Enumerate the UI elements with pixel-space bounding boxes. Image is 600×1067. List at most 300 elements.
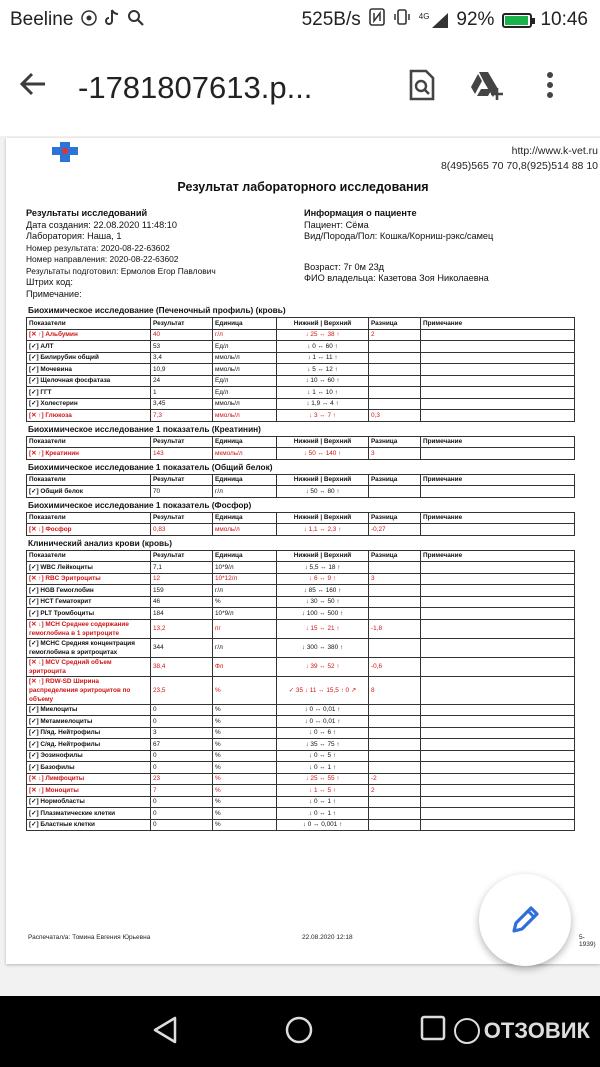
indicator-cell: [✕ ↑] Альбумин xyxy=(27,329,151,341)
column-header: Разница xyxy=(369,550,421,562)
note-cell xyxy=(421,387,575,399)
indicator-cell: [✓] MCHC Средняя концентрация гемоглобина в эритроцитах xyxy=(27,638,151,657)
difference-cell xyxy=(369,608,421,620)
reference-range-cell: ↓ 3 ↔ 7 ↑ xyxy=(277,410,369,422)
nfc-icon xyxy=(369,8,385,32)
column-header: Единица xyxy=(213,550,277,562)
table-row xyxy=(27,704,575,716)
table-header-row xyxy=(27,318,575,330)
difference-cell: -0,6 xyxy=(369,657,421,676)
difference-cell xyxy=(369,398,421,410)
table-row xyxy=(27,638,575,657)
note-cell xyxy=(421,448,575,460)
table-row xyxy=(27,808,575,820)
result-cell: 23,5 xyxy=(151,676,213,704)
difference-cell: 0,3 xyxy=(369,410,421,422)
patient-age: Возраст: 7г 0м 23д xyxy=(304,261,385,272)
unit-cell: % xyxy=(213,762,277,774)
reference-range-cell: ↓ 0 ↔ 1 ↑ xyxy=(277,796,369,808)
result-cell: 70 xyxy=(151,486,213,498)
reference-range-cell: ↓ 39 ↔ 52 ↑ xyxy=(277,657,369,676)
column-header: Единица xyxy=(213,512,277,524)
difference-cell xyxy=(369,796,421,808)
table-header-row xyxy=(27,474,575,486)
note-cell xyxy=(421,341,575,353)
result-cell: 184 xyxy=(151,608,213,620)
table-row xyxy=(27,375,575,387)
reference-range-cell: ↓ 6 ↔ 9 ↑ xyxy=(277,573,369,585)
reference-range-cell: ↓ 35 ↔ 75 ↑ xyxy=(277,739,369,751)
reference-range-cell: ↓ 5 ↔ 12 ↑ xyxy=(277,364,369,376)
result-cell: 0 xyxy=(151,716,213,728)
indicator-cell: [✕ ↑] Моноциты xyxy=(27,785,151,797)
table-row xyxy=(27,573,575,585)
difference-cell xyxy=(369,638,421,657)
difference-cell xyxy=(369,364,421,376)
column-header: Результат xyxy=(151,550,213,562)
column-header: Разница xyxy=(369,436,421,448)
unit-cell: % xyxy=(213,704,277,716)
status-bar xyxy=(0,0,600,40)
indicator-cell: [✓] Нормобласты xyxy=(27,796,151,808)
more-vert-icon xyxy=(546,71,554,99)
difference-cell: 3 xyxy=(369,448,421,460)
unit-cell: г/л xyxy=(213,329,277,341)
unit-cell: 10*12/л xyxy=(213,573,277,585)
column-header: Разница xyxy=(369,512,421,524)
reference-range-cell: ↓ 30 ↔ 50 ↑ xyxy=(277,596,369,608)
result-cell: 12 xyxy=(151,573,213,585)
indicator-cell: [✓] Щелочная фосфатаза xyxy=(27,375,151,387)
reference-range-cell: ↓ 50 ↔ 140 ↑ xyxy=(277,448,369,460)
table-row xyxy=(27,785,575,797)
result-cell: 0 xyxy=(151,762,213,774)
note-cell xyxy=(421,704,575,716)
indicator-cell: [✓] Базофилы xyxy=(27,762,151,774)
indicator-cell: [✕ ↓] Лимфоциты xyxy=(27,773,151,785)
table-header-row xyxy=(27,512,575,524)
difference-cell xyxy=(369,387,421,399)
referral-number: Номер направления: 2020-08-22-63602 xyxy=(26,254,179,264)
table-row xyxy=(27,486,575,498)
unit-cell: мкмоль/л xyxy=(213,448,277,460)
signal-label: 4G xyxy=(418,12,430,21)
indicator-cell: [✓] PLT Тромбоциты xyxy=(27,608,151,620)
result-cell: 3,45 xyxy=(151,398,213,410)
indicator-cell: [✓] Плазматические клетки xyxy=(27,808,151,820)
reference-range-cell: ↓ 1 ↔ 5 ↑ xyxy=(277,785,369,797)
result-cell: 143 xyxy=(151,448,213,460)
result-cell: 7,3 xyxy=(151,410,213,422)
reference-range-cell: ↓ 0 ↔ 60 ↑ xyxy=(277,341,369,353)
indicator-cell: [✓] HCT Гематокрит xyxy=(27,596,151,608)
column-header: Примечание xyxy=(421,318,575,330)
clinic-phones: 8(495)565 70 70,8(925)514 88 10 xyxy=(440,160,598,172)
table-row xyxy=(27,619,575,638)
barcode-label: Штрих код: xyxy=(26,277,73,287)
net-speed: 525B/s xyxy=(301,9,361,30)
created-date: Дата создания: 22.08.2020 11:48:10 xyxy=(26,219,177,230)
difference-cell xyxy=(369,341,421,353)
table-row xyxy=(27,329,575,341)
unit-cell: ммоль/л xyxy=(213,352,277,364)
table-row xyxy=(27,448,575,460)
back-button[interactable] xyxy=(18,69,78,108)
note-cell xyxy=(421,352,575,364)
difference-cell xyxy=(369,585,421,597)
results-info xyxy=(26,208,306,300)
results-table xyxy=(26,317,575,422)
reference-range-cell: ↓ 0 ↔ 6 ↑ xyxy=(277,727,369,739)
table-row xyxy=(27,676,575,704)
reference-range-cell: ↓ 5,5 ↔ 18 ↑ xyxy=(277,562,369,574)
owner-name: ФИО владельца: Казетова Зоя Николаевна xyxy=(304,273,489,283)
difference-cell xyxy=(369,750,421,762)
otzovik-logo-icon xyxy=(454,1018,480,1044)
result-cell: 0,83 xyxy=(151,524,213,536)
indicator-cell: [✓] Холестерин xyxy=(27,398,151,410)
result-cell: 0 xyxy=(151,750,213,762)
indicator-cell: [✕ ↓] MCH Среднее содержание гемоглобина в 1 эритроците xyxy=(27,619,151,638)
watermark-brand: ОТЗОВИК xyxy=(483,1018,590,1043)
unit-cell: г/л xyxy=(213,486,277,498)
reference-range-cell: ✓ 35 ↓ 11 ↔ 15,5 ↑ 0 ↗ xyxy=(277,676,369,704)
note-cell xyxy=(421,364,575,376)
unit-cell: % xyxy=(213,750,277,762)
search-notification-icon xyxy=(127,9,144,31)
result-cell: 1 xyxy=(151,387,213,399)
reference-range-cell: ↓ 85 ↔ 160 ↑ xyxy=(277,585,369,597)
nav-home-button[interactable] xyxy=(284,1015,314,1050)
note-cell xyxy=(421,773,575,785)
column-header: Примечание xyxy=(421,436,575,448)
tiktok-icon xyxy=(105,9,119,31)
unit-cell: ммоль/л xyxy=(213,524,277,536)
difference-cell xyxy=(369,596,421,608)
clinic-website[interactable]: http://www.k-vet.ru xyxy=(511,145,598,157)
difference-cell: 2 xyxy=(369,329,421,341)
results-header: Результаты исследований xyxy=(26,208,148,218)
clinic-logo-icon xyxy=(52,142,78,162)
unit-cell: % xyxy=(213,716,277,728)
pdf-page xyxy=(6,138,600,964)
section-title: Клинический анализ крови (кровь) xyxy=(28,537,172,548)
note-cell xyxy=(421,657,575,676)
reference-range-cell: ↓ 100 ↔ 500 ↑ xyxy=(277,608,369,620)
table-row xyxy=(27,750,575,762)
results-table xyxy=(26,436,575,460)
indicator-cell: [✕ ↓] MCV Средний объем эритроцита xyxy=(27,657,151,676)
column-header: Нижний | Верхний xyxy=(277,474,369,486)
difference-cell xyxy=(369,762,421,774)
reference-range-cell: ↓ 0 ↔ 0,01 ↑ xyxy=(277,704,369,716)
reference-range-cell: ↓ 50 ↔ 80 ↑ xyxy=(277,486,369,498)
table-row xyxy=(27,387,575,399)
patient-name: Пациент: Сёма xyxy=(304,219,369,230)
reference-range-cell: ↓ 1,9 ↔ 4 ↑ xyxy=(277,398,369,410)
find-in-document-button[interactable] xyxy=(390,69,454,108)
indicator-cell: [✓] HGB Гемоглобин xyxy=(27,585,151,597)
difference-cell xyxy=(369,739,421,751)
note-cell xyxy=(421,524,575,536)
column-header: Показатели xyxy=(27,436,151,448)
reference-range-cell: ↓ 0 ↔ 5 ↑ xyxy=(277,750,369,762)
section-title: Биохимическое исследование 1 показатель (Фосфор) xyxy=(28,499,252,510)
add-to-drive-icon xyxy=(468,70,504,100)
difference-cell xyxy=(369,375,421,387)
overflow-menu-button[interactable] xyxy=(518,71,582,106)
table-row xyxy=(27,762,575,774)
indicator-cell: [✓] Миелоциты xyxy=(27,704,151,716)
column-header: Результат xyxy=(151,474,213,486)
note-cell xyxy=(421,750,575,762)
column-header: Единица xyxy=(213,318,277,330)
otzovik-watermark xyxy=(454,1018,590,1044)
difference-cell xyxy=(369,704,421,716)
note-cell xyxy=(421,762,575,774)
result-cell: 10,9 xyxy=(151,364,213,376)
nav-recents-button[interactable] xyxy=(420,1015,446,1046)
results-table xyxy=(26,550,575,832)
difference-cell xyxy=(369,819,421,831)
table-row xyxy=(27,596,575,608)
table-row xyxy=(27,739,575,751)
carrier-label: Beeline xyxy=(10,9,74,30)
note-cell xyxy=(421,727,575,739)
note-cell xyxy=(421,638,575,657)
result-cell: 23 xyxy=(151,773,213,785)
difference-cell xyxy=(369,352,421,364)
column-header: Единица xyxy=(213,436,277,448)
unit-cell: Фл xyxy=(213,657,277,676)
unit-cell: Ед/л xyxy=(213,341,277,353)
lab-name: Лаборатория: Наша, 1 xyxy=(26,231,122,241)
results-table xyxy=(26,474,575,498)
column-header: Показатели xyxy=(27,318,151,330)
column-header: Показатели xyxy=(27,512,151,524)
unit-cell: ммоль/л xyxy=(213,364,277,376)
note-cell xyxy=(421,410,575,422)
indicator-cell: [✓] Метамиелоциты xyxy=(27,716,151,728)
table-row xyxy=(27,410,575,422)
section-title: Биохимическое исследование 1 показатель (Креатинин) xyxy=(28,423,261,434)
system-nav-bar xyxy=(0,996,600,1067)
printed-at: 22.08.2020 12:18 xyxy=(302,934,353,941)
printed-by: Распечатал/а: Томина Евгения Юрьевна xyxy=(28,934,151,941)
table-row xyxy=(27,727,575,739)
unit-cell: % xyxy=(213,819,277,831)
result-cell: 46 xyxy=(151,596,213,608)
battery-icon xyxy=(502,13,532,28)
clinic-contacts xyxy=(441,144,598,174)
note-cell xyxy=(421,585,575,597)
patient-species: Вид/Порода/Пол: Кошка/Корниш-рэкс/самец xyxy=(304,231,494,241)
indicator-cell: [✓] С/яд. Нейтрофилы xyxy=(27,739,151,751)
unit-cell: ммоль/л xyxy=(213,410,277,422)
note-cell xyxy=(421,398,575,410)
difference-cell xyxy=(369,727,421,739)
column-header: Примечание xyxy=(421,474,575,486)
difference-cell: 2 xyxy=(369,785,421,797)
unit-cell: Ед/л xyxy=(213,387,277,399)
circle-home-icon xyxy=(284,1015,314,1045)
unit-cell: % xyxy=(213,773,277,785)
table-header-row xyxy=(27,550,575,562)
note-cell xyxy=(421,619,575,638)
indicator-cell: [✕ ↑] RBC Эритроциты xyxy=(27,573,151,585)
result-cell: 67 xyxy=(151,739,213,751)
column-header: Единица xyxy=(213,474,277,486)
unit-cell: ммоль/л xyxy=(213,398,277,410)
indicator-cell: [✕ ↑] Глюкоза xyxy=(27,410,151,422)
reference-range-cell: ↓ 0 ↔ 1 ↑ xyxy=(277,808,369,820)
result-cell: 0 xyxy=(151,704,213,716)
unit-cell: пг xyxy=(213,619,277,638)
difference-cell: -1,8 xyxy=(369,619,421,638)
patient-header: Информация о пациенте xyxy=(304,208,417,218)
table-header-row xyxy=(27,436,575,448)
result-cell: 24 xyxy=(151,375,213,387)
signal-icon xyxy=(419,12,449,28)
table-row xyxy=(27,796,575,808)
page-reference: 5-1939) xyxy=(579,934,596,948)
difference-cell xyxy=(369,562,421,574)
column-header: Показатели xyxy=(27,474,151,486)
indicator-cell: [✓] ГГТ xyxy=(27,387,151,399)
section-title: Биохимическое исследование (Печеночный профиль) (кровь) xyxy=(28,305,286,315)
prepared-by: Результаты подготовил: Ермолов Егор Павлович xyxy=(26,265,216,276)
reference-range-cell: ↓ 0 ↔ 0,001 ↑ xyxy=(277,819,369,831)
note-cell xyxy=(421,596,575,608)
result-cell: 13,2 xyxy=(151,619,213,638)
indicator-cell: [✓] Билирубин общий xyxy=(27,352,151,364)
square-recents-icon xyxy=(420,1015,446,1041)
column-header: Разница xyxy=(369,318,421,330)
difference-cell xyxy=(369,808,421,820)
unit-cell: % xyxy=(213,727,277,739)
table-row xyxy=(27,364,575,376)
reference-range-cell: ↓ 1 ↔ 10 ↑ xyxy=(277,387,369,399)
note-cell xyxy=(421,785,575,797)
result-cell: 7,1 xyxy=(151,562,213,574)
column-header: Примечание xyxy=(421,550,575,562)
unit-cell: % xyxy=(213,676,277,704)
indicator-cell: [✕ ↑] Креатинин xyxy=(27,448,151,460)
unit-cell: % xyxy=(213,739,277,751)
column-header: Примечание xyxy=(421,512,575,524)
note-cell xyxy=(421,329,575,341)
table-row xyxy=(27,657,575,676)
document-title: -1781807613.p... xyxy=(78,70,313,105)
reference-range-cell: ↓ 15 ↔ 21 ↑ xyxy=(277,619,369,638)
reference-range-cell: ↓ 25 ↔ 38 ↑ xyxy=(277,329,369,341)
app-notification-icon xyxy=(81,10,97,31)
difference-cell xyxy=(369,486,421,498)
table-row xyxy=(27,585,575,597)
note-cell xyxy=(421,796,575,808)
app-toolbar xyxy=(0,40,600,136)
indicator-cell: [✕ ↓] Фосфор xyxy=(27,524,151,536)
difference-cell: -2 xyxy=(369,773,421,785)
column-header: Результат xyxy=(151,436,213,448)
table-row xyxy=(27,341,575,353)
result-cell: 3 xyxy=(151,727,213,739)
nav-back-button[interactable] xyxy=(151,1015,179,1050)
result-cell: 53 xyxy=(151,341,213,353)
indicator-cell: [✓] Бластные клетки xyxy=(27,819,151,831)
indicator-cell: [✓] Эозинофилы xyxy=(27,750,151,762)
patient-info xyxy=(304,208,594,285)
result-cell: 0 xyxy=(151,819,213,831)
result-cell: 38,4 xyxy=(151,657,213,676)
add-to-drive-button[interactable] xyxy=(454,70,518,107)
indicator-cell: [✓] АЛТ xyxy=(27,341,151,353)
note-cell xyxy=(421,375,575,387)
column-header: Результат xyxy=(151,318,213,330)
column-header: Нижний | Верхний xyxy=(277,318,369,330)
column-header: Нижний | Верхний xyxy=(277,436,369,448)
column-header: Результат xyxy=(151,512,213,524)
result-number: Номер результата: 2020-08-22-63602 xyxy=(26,242,170,253)
note-cell xyxy=(421,808,575,820)
table-row xyxy=(27,524,575,536)
result-cell: 159 xyxy=(151,585,213,597)
difference-cell: 8 xyxy=(369,676,421,704)
battery-percent: 92% xyxy=(456,9,495,30)
results-tables xyxy=(26,304,576,833)
reference-range-cell: ↓ 0 ↔ 0,01 ↑ xyxy=(277,716,369,728)
results-table xyxy=(26,512,575,536)
column-header: Разница xyxy=(369,474,421,486)
column-header: Показатели xyxy=(27,550,151,562)
indicator-cell: [✓] Мочевина xyxy=(27,364,151,376)
column-header: Нижний | Верхний xyxy=(277,550,369,562)
vibrate-icon xyxy=(393,8,411,32)
table-row xyxy=(27,352,575,364)
reference-range-cell: ↓ 25 ↔ 55 ↑ xyxy=(277,773,369,785)
unit-cell: % xyxy=(213,808,277,820)
indicator-cell: [✓] П/яд. Нейтрофилы xyxy=(27,727,151,739)
result-cell: 0 xyxy=(151,808,213,820)
note-cell xyxy=(421,573,575,585)
reference-range-cell: ↓ 1 ↔ 11 ↑ xyxy=(277,352,369,364)
table-row xyxy=(27,398,575,410)
unit-cell: % xyxy=(213,785,277,797)
note-cell xyxy=(421,486,575,498)
note-cell xyxy=(421,562,575,574)
result-cell: 0 xyxy=(151,796,213,808)
result-cell: 7 xyxy=(151,785,213,797)
difference-cell: -0,27 xyxy=(369,524,421,536)
note-cell xyxy=(421,819,575,831)
edit-fab[interactable] xyxy=(479,874,571,966)
result-cell: 40 xyxy=(151,329,213,341)
indicator-cell: [✓] WBC Лейкоциты xyxy=(27,562,151,574)
arrow-back-icon xyxy=(18,69,48,99)
table-row xyxy=(27,562,575,574)
indicator-cell: [✓] Общий белок xyxy=(27,486,151,498)
document-search-icon xyxy=(408,69,436,101)
table-row xyxy=(27,608,575,620)
unit-cell: 10*9/л xyxy=(213,608,277,620)
unit-cell: % xyxy=(213,596,277,608)
reference-range-cell: ↓ 0 ↔ 1 ↑ xyxy=(277,762,369,774)
table-row xyxy=(27,819,575,831)
section-title: Биохимическое исследование 1 показатель (Общий белок) xyxy=(28,461,273,472)
difference-cell xyxy=(369,716,421,728)
table-row xyxy=(27,773,575,785)
unit-cell: г/л xyxy=(213,638,277,657)
